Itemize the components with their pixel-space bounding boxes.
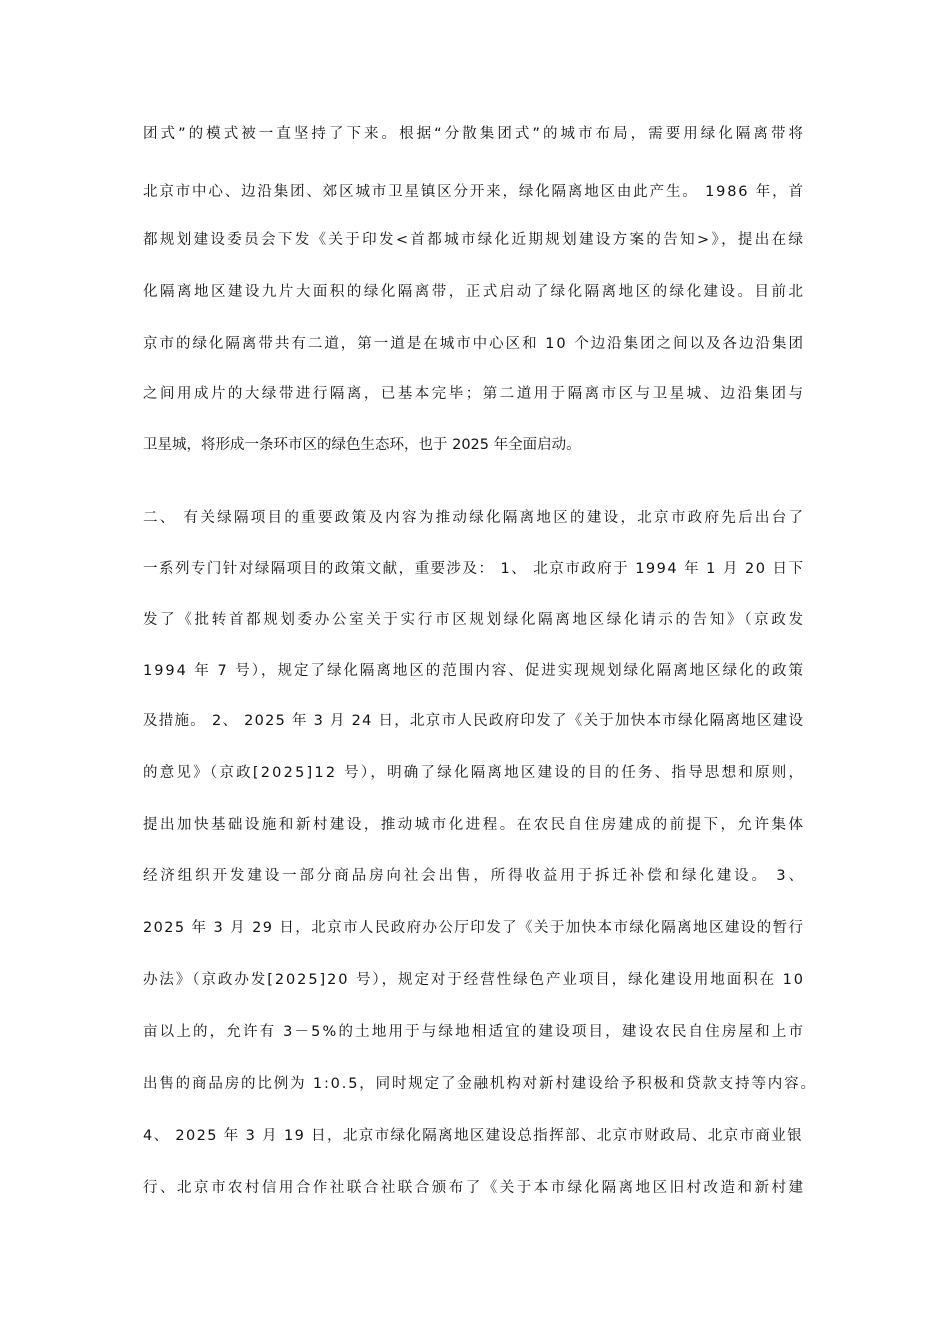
text-line: 的意见》（京政[2025]12 号），明确了绿化隔离地区建设的目的任务、指导思想和原则，	[143, 765, 806, 781]
text-line: 提出加快基础设施和新村建设，推动城市化进程。在农民自住房建成的前提下，允许集体	[143, 817, 806, 833]
text-line: 4、 2025 年 3 月 19 日，北京市绿化隔离地区建设总指挥部、北京市财政局、北京市商业银	[143, 1128, 803, 1144]
text-line: 发了《批转首都规划委办公室关于实行市区规划绿化隔离地区绿化请示的告知》（京政发	[143, 612, 806, 628]
text-line: 一系列专门针对绿隔项目的政策文献，重要涉及： 1、 北京市政府于 1994 年 1 月 20 日下	[143, 561, 805, 577]
text-line: 京市的绿化隔离带共有二道，第一道是在城市中心区和 10 个边沿集团之间以及各边沿集团	[143, 336, 805, 352]
text-line: 团式”的模式被一直坚持了下来。根据“分散集团式”的城市布局，需要用绿化隔离带将	[143, 126, 807, 142]
text-line: 办法》（京政办发[2025]20 号），规定对于经营性绿色产业项目，绿化建设用地面积在 10	[143, 972, 805, 988]
text-line: 及措施。 2、 2025 年 3 月 24 日，北京市人民政府印发了《关于加快本市绿化隔离地区建设	[143, 713, 805, 729]
text-line: 卫星城，将形成一条环市区的绿色生态环，也于 2025 年全面启动。	[143, 437, 581, 453]
text-line: 1994 年 7 号），规定了绿化隔离地区的范围内容、促进实现规划绿化隔离地区绿化的政策	[143, 663, 805, 679]
text-line: 之间用成片的大绿带进行隔离，已基本完毕；第二道用于隔离市区与卫星城、边沿集团与	[143, 386, 806, 402]
text-line: 都规划建设委员会下发《关于印发<首都城市绿化近期规划建设方案的告知>》，提出在绿	[143, 232, 806, 248]
text-line: 二、 有关绿隔项目的重要政策及内容为推动绿化隔离地区的建设，北京市政府先后出台了	[143, 510, 806, 526]
text-line: 亩以上的，允许有 3－5%的土地用于与绿地相适宜的建设项目，建设农民自住房屋和上市	[143, 1024, 806, 1040]
text-line: 北京市中心、边沿集团、郊区城市卫星镇区分开来，绿化隔离地区由此产生。 1986 年，首	[143, 184, 805, 200]
text-line: 2025 年 3 月 29 日，北京市人民政府办公厅印发了《关于加快本市绿化隔离地区建设的暂行	[143, 920, 805, 936]
text-line: 出售的商品房的比例为 1:0.5，同时规定了金融机构对新村建设给予积极和贷款支持等内容。	[143, 1076, 817, 1092]
text-line: 化隔离地区建设九片大面积的绿化隔离带，正式启动了绿化隔离地区的绿化建设。目前北	[143, 284, 806, 300]
text-line: 经济组织开发建设一部分商品房向社会出售，所得收益用于拆迁补偿和绿化建设。 3、	[143, 868, 806, 884]
text-line: 行、北京市农村信用合作社联合社联合颁布了《关于本市绿化隔离地区旧村改造和新村建	[143, 1180, 806, 1196]
